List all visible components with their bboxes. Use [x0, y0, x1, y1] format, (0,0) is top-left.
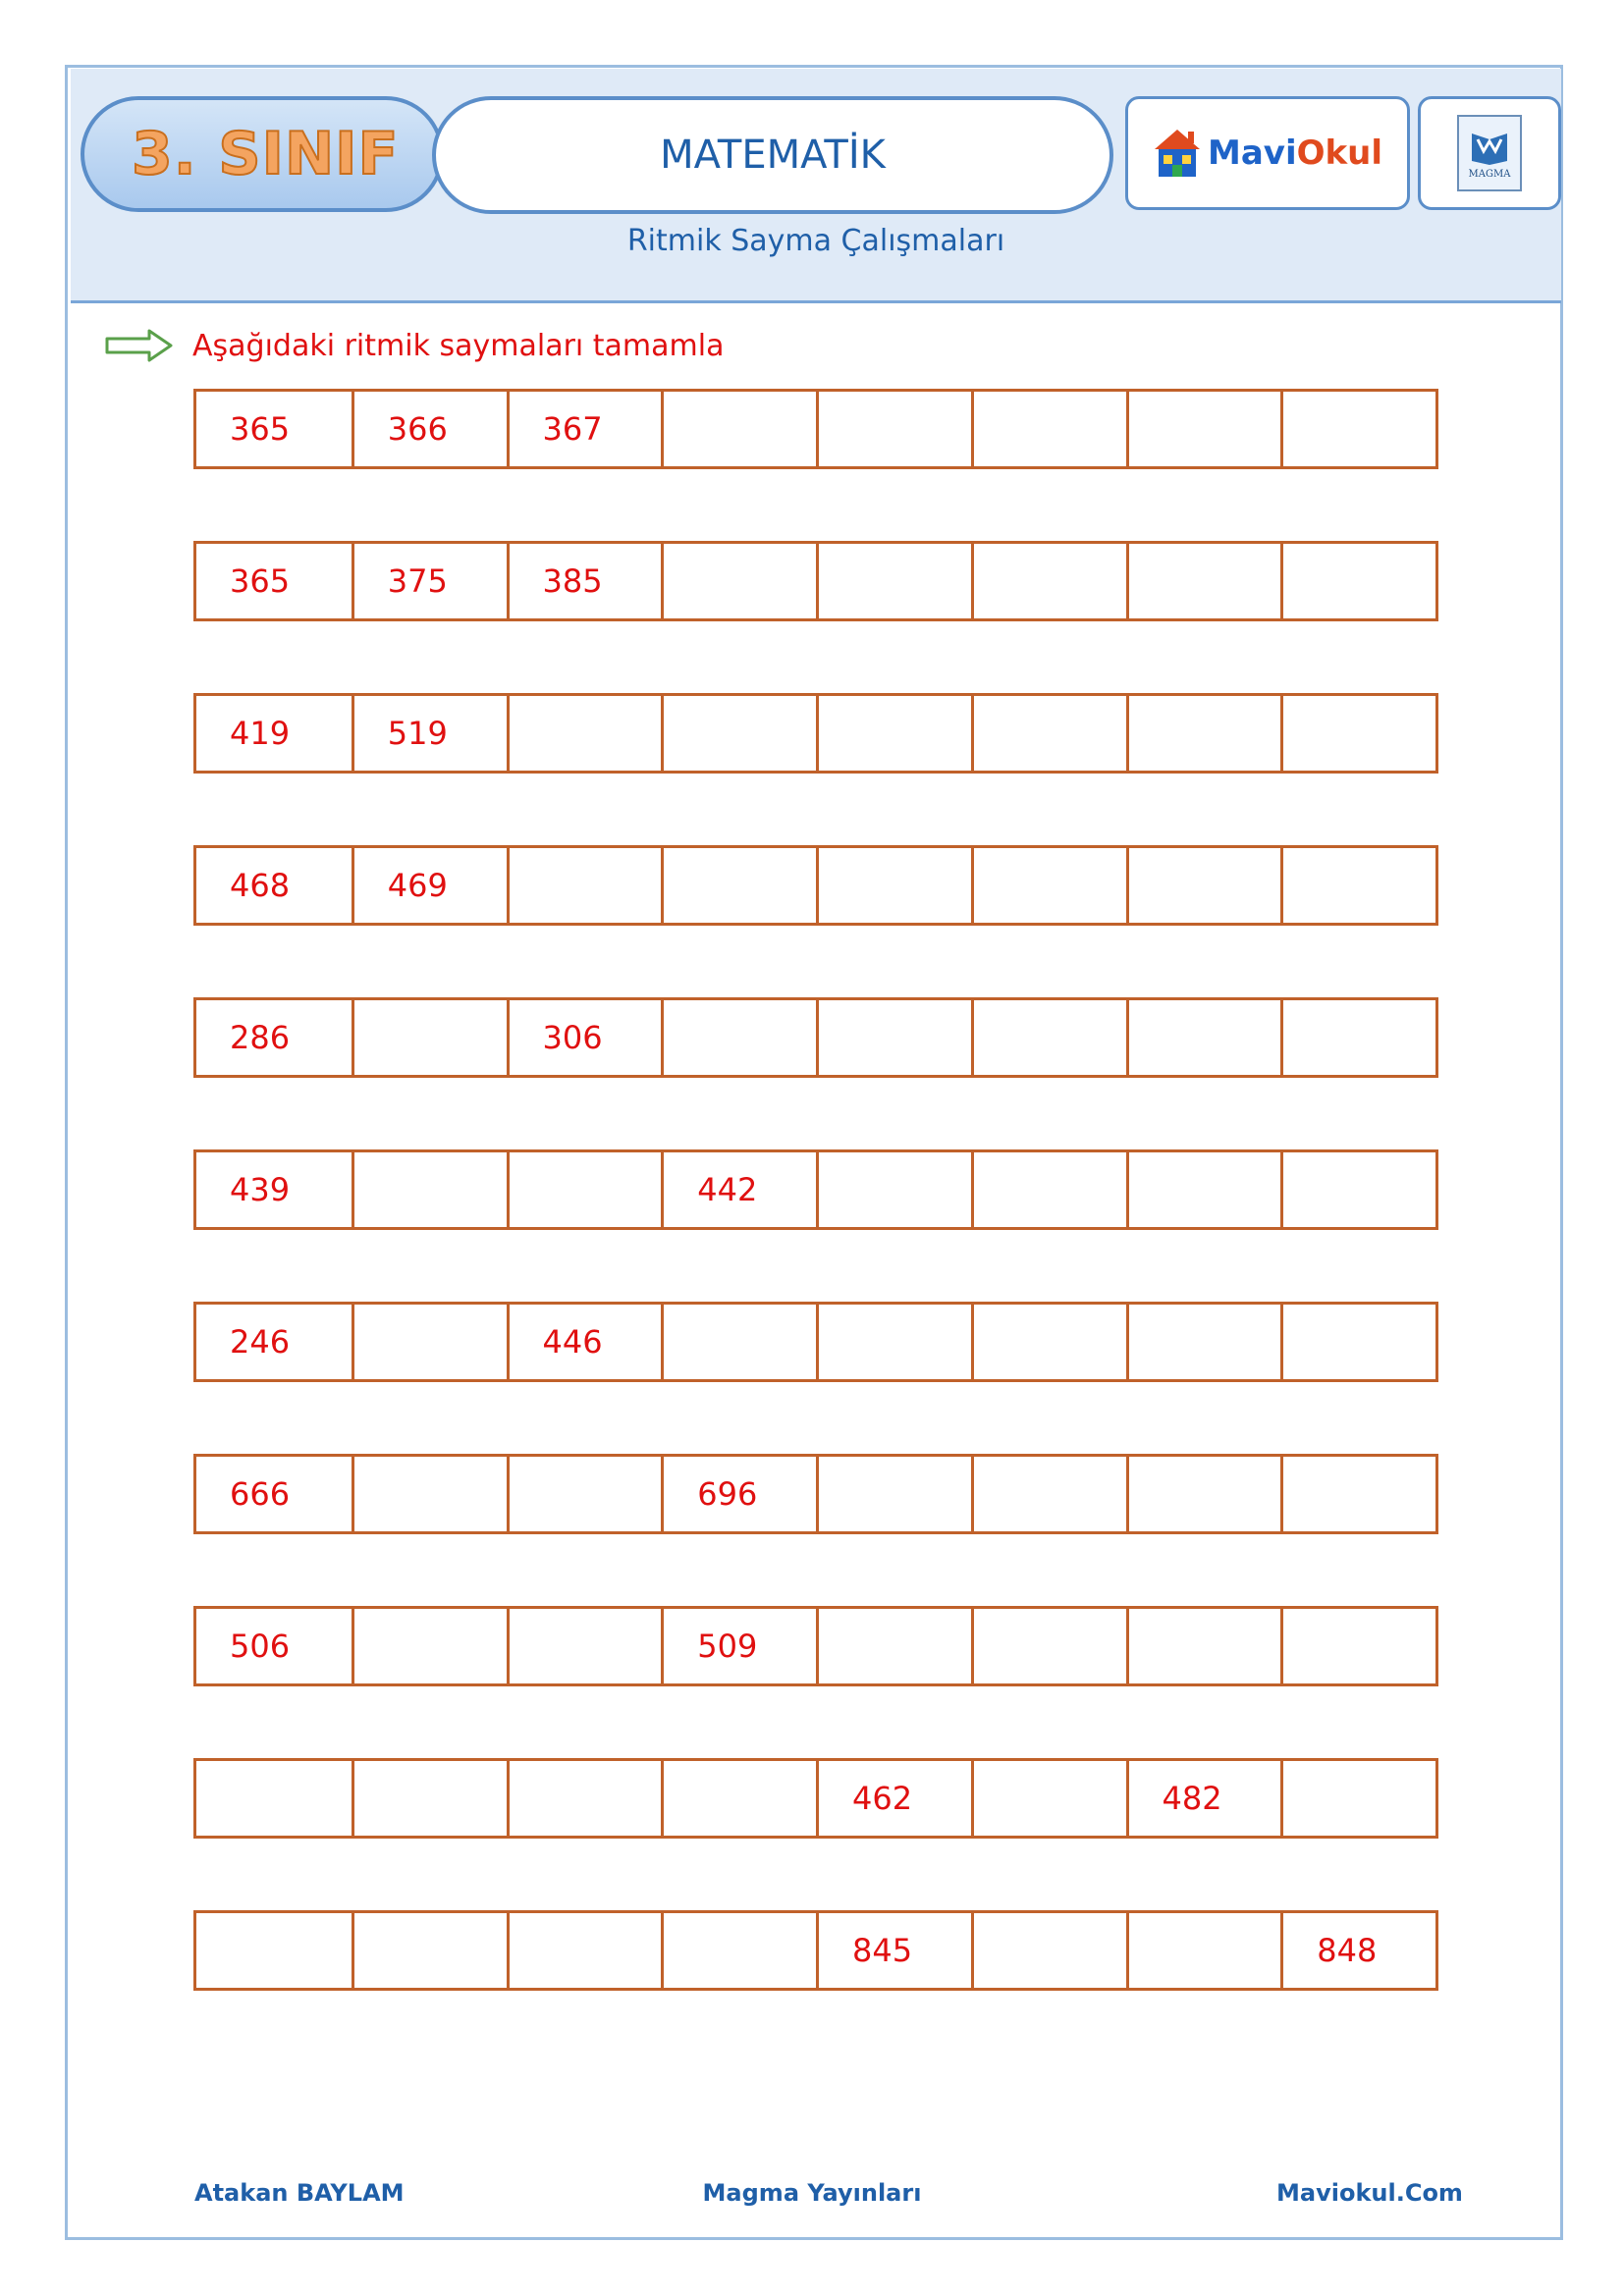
grade-badge — [81, 96, 444, 212]
counting-row — [193, 1149, 1438, 1230]
blank-cell[interactable] — [1126, 1913, 1281, 1988]
publisher-logo — [1418, 96, 1561, 210]
blank-cell[interactable] — [1280, 392, 1435, 466]
blank-cell[interactable] — [971, 1000, 1126, 1075]
blank-cell[interactable] — [507, 1761, 662, 1836]
instruction — [104, 324, 724, 367]
number-cell: 509 — [661, 1609, 816, 1683]
blank-cell[interactable] — [1126, 848, 1281, 923]
blank-cell[interactable] — [816, 544, 971, 618]
number-cell: 286 — [230, 1019, 291, 1056]
blank-cell[interactable] — [816, 696, 971, 771]
blank-cell[interactable] — [352, 1457, 507, 1531]
blank-cell[interactable] — [196, 1761, 352, 1836]
counting-row — [193, 1606, 1438, 1686]
instruction-text: Aşağıdaki ritmik saymaları tamamla — [192, 328, 725, 363]
number-cell: 419 — [230, 715, 291, 752]
blank-cell[interactable] — [1280, 544, 1435, 618]
subject-title-box — [432, 96, 1113, 214]
blank-cell[interactable] — [196, 1913, 352, 1988]
blank-cell[interactable] — [971, 848, 1126, 923]
blank-cell[interactable] — [816, 1609, 971, 1683]
number-cell: 848 — [1280, 1913, 1435, 1988]
blank-cell[interactable] — [1280, 1609, 1435, 1683]
blank-cell[interactable] — [661, 696, 816, 771]
blank-cell[interactable] — [1126, 392, 1281, 466]
number-cell: 246 — [230, 1323, 291, 1361]
number-cell: 696 — [661, 1457, 816, 1531]
blank-cell[interactable] — [661, 392, 816, 466]
blank-cell[interactable] — [661, 1000, 816, 1075]
number-cell: 306 — [507, 1000, 662, 1075]
number-cell: 375 — [352, 544, 507, 618]
blank-cell[interactable] — [507, 696, 662, 771]
number-cell: 666 — [230, 1475, 291, 1513]
counting-row — [193, 1910, 1438, 1991]
blank-cell[interactable] — [1280, 848, 1435, 923]
counting-row — [193, 997, 1438, 1078]
number-cell: 462 — [816, 1761, 971, 1836]
blank-cell[interactable] — [507, 1609, 662, 1683]
number-cell: 519 — [352, 696, 507, 771]
blank-cell[interactable] — [661, 544, 816, 618]
counting-row — [193, 389, 1438, 469]
counting-row — [193, 1454, 1438, 1534]
blank-cell[interactable] — [816, 1305, 971, 1379]
blank-cell[interactable] — [816, 1152, 971, 1227]
blank-cell[interactable] — [661, 1913, 816, 1988]
number-cell: 482 — [1126, 1761, 1281, 1836]
blank-cell[interactable] — [1126, 1305, 1281, 1379]
blank-cell[interactable] — [507, 1152, 662, 1227]
blank-cell[interactable] — [971, 1152, 1126, 1227]
counting-row — [193, 845, 1438, 926]
blank-cell[interactable] — [1280, 1305, 1435, 1379]
counting-row — [193, 1758, 1438, 1839]
number-cell: 506 — [230, 1628, 291, 1665]
blank-cell[interactable] — [1280, 1152, 1435, 1227]
number-cell: 365 — [230, 410, 291, 448]
number-cell: 442 — [661, 1152, 816, 1227]
subject-title: MATEMATİK — [660, 133, 886, 178]
blank-cell[interactable] — [816, 1000, 971, 1075]
publisher-logo-inner — [1457, 115, 1522, 191]
number-cell: 367 — [507, 392, 662, 466]
magma-book-icon — [1468, 128, 1511, 167]
logo-wordmark — [1208, 133, 1382, 173]
arrow-right-icon — [104, 327, 175, 364]
blank-cell[interactable] — [816, 848, 971, 923]
logo-okul: Okul — [1296, 133, 1382, 173]
maviokul-logo — [1125, 96, 1410, 210]
blank-cell[interactable] — [971, 1457, 1126, 1531]
blank-cell[interactable] — [507, 1913, 662, 1988]
blank-cell[interactable] — [352, 1305, 507, 1379]
number-cell: 385 — [507, 544, 662, 618]
blank-cell[interactable] — [971, 1609, 1126, 1683]
number-cell: 365 — [230, 562, 291, 600]
blank-cell[interactable] — [507, 848, 662, 923]
blank-cell[interactable] — [971, 1913, 1126, 1988]
blank-cell[interactable] — [1126, 544, 1281, 618]
blank-cell[interactable] — [971, 1305, 1126, 1379]
blank-cell[interactable] — [1126, 1609, 1281, 1683]
blank-cell[interactable] — [1280, 1761, 1435, 1836]
number-cell: 446 — [507, 1305, 662, 1379]
worksheet-subtitle: Ritmik Sayma Çalışmaları — [626, 224, 1005, 258]
number-cell: 439 — [230, 1171, 291, 1208]
blank-cell[interactable] — [1126, 696, 1281, 771]
blank-cell[interactable] — [352, 1609, 507, 1683]
grade-label: 3. SINIF — [132, 120, 400, 188]
blank-cell[interactable] — [352, 1761, 507, 1836]
blank-cell[interactable] — [352, 1913, 507, 1988]
house-icon — [1153, 126, 1202, 181]
blank-cell[interactable] — [816, 392, 971, 466]
number-cell: 845 — [816, 1913, 971, 1988]
counting-grid — [193, 389, 1438, 2062]
blank-cell[interactable] — [1126, 1000, 1281, 1075]
blank-cell[interactable] — [971, 1761, 1126, 1836]
blank-cell[interactable] — [1280, 696, 1435, 771]
counting-row — [193, 1302, 1438, 1382]
blank-cell[interactable] — [971, 392, 1126, 466]
blank-cell[interactable] — [352, 1152, 507, 1227]
blank-cell[interactable] — [971, 696, 1126, 771]
publisher-label: MAGMA — [1468, 168, 1511, 180]
blank-cell[interactable] — [971, 544, 1126, 618]
blank-cell[interactable] — [1280, 1457, 1435, 1531]
number-cell: 468 — [230, 867, 291, 904]
number-cell: 469 — [352, 848, 507, 923]
footer-website: Maviokul.Com — [1276, 2179, 1463, 2207]
blank-cell[interactable] — [507, 1457, 662, 1531]
blank-cell[interactable] — [816, 1457, 971, 1531]
blank-cell[interactable] — [661, 848, 816, 923]
footer-publisher: Magma Yayınları — [702, 2179, 922, 2207]
blank-cell[interactable] — [1126, 1457, 1281, 1531]
blank-cell[interactable] — [1126, 1152, 1281, 1227]
number-cell: 366 — [352, 392, 507, 466]
counting-row — [193, 541, 1438, 621]
blank-cell[interactable] — [352, 1000, 507, 1075]
blank-cell[interactable] — [661, 1761, 816, 1836]
blank-cell[interactable] — [1280, 1000, 1435, 1075]
counting-row — [193, 693, 1438, 774]
footer-author: Atakan BAYLAM — [194, 2179, 405, 2207]
blank-cell[interactable] — [661, 1305, 816, 1379]
logo-mavi: Mavi — [1208, 133, 1297, 173]
